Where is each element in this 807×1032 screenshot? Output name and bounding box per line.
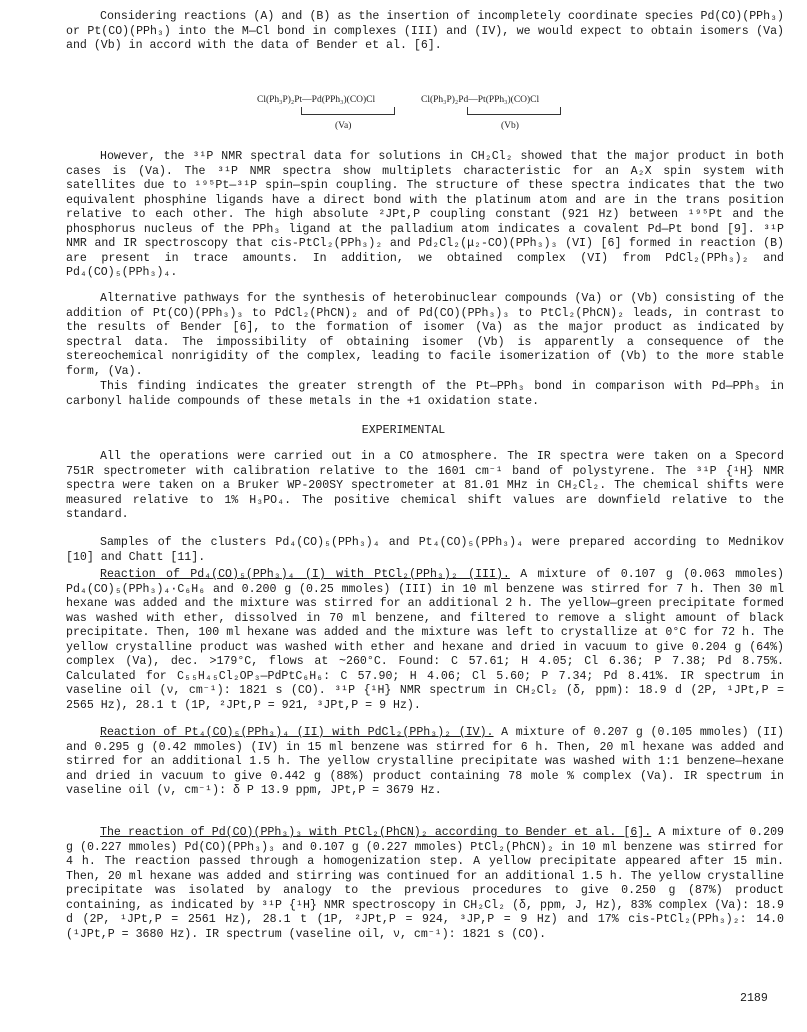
paragraph-general-methods: All the operations were carried out in a CO atmosphere. The IR spectra were taken on a Specord 751R spectrometer with calibration relative to the 1601 cm⁻¹ band of polystyrene. The ³¹P {¹H} NMR spectra were taken on a Bruker WP-200SY spectrometer at 81.01 MHz in CH₂Cl₂. The chemical shifts were measured relative to 1% H₃PO₄. The positive chemical shift values are downfield relative to the standard. [66,450,784,521]
bracket-va [301,107,395,115]
procedure-title: Reaction of Pt₄(CO)₅(PPh₃)₄ (II) with PdCl₂(PPh₃)₂ (IV). [100,726,494,739]
procedure-body: A mixture of 0.207 g (0.105 mmoles) (II) and 0.295 g (0.42 mmoles) (IV) in 15 ml benzene was stirred for 6 h. Then, 20 ml hexane was added and stirred for an additional 1.5 h. The yellow crystalline precipitate was washed with 1:1 benzene—hexane and dried in vacuum to give 0.442 g (88%) product containing 78 mole % complex (Va). IR spectrum in vaseline oil (ν, cm⁻¹): δ P 13.9 ppm, JPt,P = 3679 Hz. [66,726,784,797]
bracket-vb [467,107,561,115]
procedure-title: The reaction of Pd(CO)(PPh₃)₃ with PtCl₂(PhCN)₂ according to Bender et al. [6]. [100,826,652,839]
formula-va: Cl(Ph₃P)₂Pt—Pd(PPh₃)(CO)Cl [257,95,376,105]
isomer-scheme [255,93,575,135]
section-heading: EXPERIMENTAL [361,424,446,437]
procedure-body: A mixture of 0.107 g (0.063 mmoles) Pd₄(CO)₅(PPh₃)₄·C₆H₆ and 0.200 g (0.25 mmoles) (III) in 10 ml benzene was stirred for 7 h. Then 30 ml hexane was added and the mixture was stirred for an additional 2 h. The yellow—green precipitate formed was washed with ether, dissolved in 70 ml benzene, and filtered to remove a slight amount of black precipitate. Then, 100 ml hexane was added and the mixture was left to crystallize at 0°C for 72 h. The yellow crystalline product was washed with ether and hexane and dried in vacuum to give 0.204 g (64%) complex (Va), dec. >179°C, flows at ~260°C. Found: C 57.61; H 4.05; Cl 6.36; P 7.38; Pd 8.75%. Calculated for C₅₅H₄₅Cl₂OP₃—PdPtC₆H₆: C 57.90; H 4.06; Cl 5.60; P 7.34; Pd 8.41%. IR spectrum in vaseline oil (ν, cm⁻¹): 1821 s (CO). ³¹P {¹H} NMR spectrum in CH₂Cl₂ (δ, ppm): 18.9 d (2P, ¹JPt,P = 2565 Hz), 28.1 t (1P, ²JPt,P = 921, ³JPt,P = 9 Hz). [66,568,784,712]
procedure-title: Reaction of Pd₄(CO)₅(PPh₃)₄ (I) with PtCl₂(PPh₃)₂ (III). [100,568,510,581]
label-vb: (Vb) [501,121,519,131]
paragraph-bond-strength: This finding indicates the greater strength of the Pt—PPh₃ bond in comparison with Pd—PPh₃ in carbonyl halide compounds of these metals in the +1 oxidation state. [66,380,784,408]
label-va: (Va) [335,121,352,131]
procedure-reaction-I-III [66,568,784,713]
procedure-bender-reaction [66,826,784,942]
page-number: 2189 [740,992,768,1005]
paragraph-alternative-pathways: Alternative pathways for the synthesis of heterobinuclear compounds (Va) or (Vb) consisting of the addition of Pt(CO)(PPh₃)₃ to PdCl₂(PhCN)₂ and of Pd(CO)(PPh₃)₃ to PtCl₂(PhCN)₂ leads, in contrast to the results of Bender [6], to the formation of isomer (Va) as the major product as indicated by spectral data. The impossibility of obtaining isomer (Vb) is apparently a consequence of the stereochemical nonrigidity of the complex, leading to facile isomerization of (Vb) to the more stable form, (Va). [66,292,784,378]
paragraph-isomer-expectation: Considering reactions (A) and (B) as the insertion of incompletely coordinate species Pd(CO)(PPh₃) or Pt(CO)(PPh₃) into the M—Cl bond in complexes (III) and (IV), we would expect to obtain isomers (Va) and (Vb) in accord with the data of Bender et al. [6]. [66,10,784,52]
paragraph-nmr-results: However, the ³¹P NMR spectral data for solutions in CH₂Cl₂ showed that the major product in both cases is (Va). The ³¹P NMR spectra show multiplets characteristic for an A₂X spin system with satellites due to ¹⁹⁵Pt—³¹P spin—spin coupling. The structure of these spectra indicates that the two equivalent phosphine ligands have a direct bond with the platinum atom and are in the trans position relative to each other. The high absolute ²JPt,P coupling constant (921 Hz) between ¹⁹⁵Pt and the phosphorus nucleus of the PPh₃ ligand at the palladium atom indicates a covalent Pd—Pt bond [9]. ³¹P NMR and IR spectroscopy that cis-PtCl₂(PPh₃)₂ and Pd₂Cl₂(μ₂-CO)(PPh₃)₃ (VI) [6] formed in reaction (B) are present in trace amounts. In addition, we obtained complex (VI) from PdCl₂(PPh₃)₂ and Pd₄(CO)₅(PPh₃)₄. [66,150,784,279]
procedure-reaction-II-IV [66,726,784,799]
procedure-body: A mixture of 0.209 g (0.227 mmoles) Pd(CO)(PPh₃)₃ and 0.107 g (0.227 mmoles) PtCl₂(PhCN)₂ in 10 ml benzene was stirred for 4 h. The reaction passed through a homogenization step. A yellow precipitate appeared after 15 min. Then, 20 ml hexane was added and stirring was continued for an additional 1.5 h. The yellow crystalline precipitate was isolated by analogy to the previous procedures to give 0.250 g (87%) product containing, as indicated by ³¹P {¹H} NMR spectroscopy in CH₂Cl₂ (δ, ppm, J, Hz), 83% complex (Va): 18.9 d (2P, ¹JPt,P = 2561 Hz), 28.1 t (1P, ²JPt,P = 924, ³JP,P = 9 Hz) and 17% cis-PtCl₂(PPh₃)₂: 14.0 (¹JPt,P = 3680 Hz). IR spectrum (vaseline oil, ν, cm⁻¹): 1821 s (CO). [66,826,784,941]
paragraph-cluster-samples: Samples of the clusters Pd₄(CO)₅(PPh₃)₄ and Pt₄(CO)₅(PPh₃)₄ were prepared according to Mednikov [10] and Chatt [11]. [66,536,784,564]
formula-vb: Cl(Ph₃P)₂Pd—Pt(PPh₃)(CO)Cl [421,95,540,105]
